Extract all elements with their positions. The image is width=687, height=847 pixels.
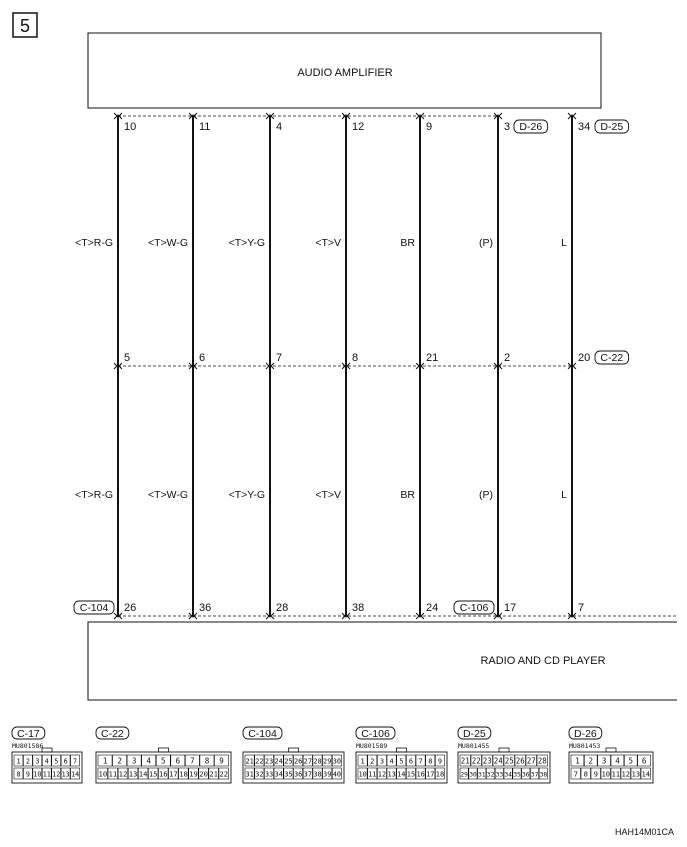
connector-pin: 7: [573, 769, 578, 779]
wire-color-upper: BR: [400, 237, 415, 249]
connector-pin: 22: [471, 756, 481, 766]
wire-color-upper: L: [561, 237, 567, 249]
connector-pin: 12: [377, 770, 387, 779]
connector-pin: 14: [641, 769, 651, 779]
connector-pin: 22: [219, 769, 229, 779]
top-pin-number: 34: [578, 121, 591, 133]
wire-color-upper: <T>V: [315, 237, 341, 249]
connector-pin: 11: [42, 770, 51, 779]
connector-pin: 30: [332, 757, 342, 766]
connector-pin: 27: [526, 756, 536, 766]
connector-pin: 29: [460, 771, 469, 779]
connector-pin: 31: [245, 770, 254, 779]
connector-pin: 11: [368, 770, 377, 779]
connector-pin: 14: [71, 770, 80, 779]
connector-pin: 39: [323, 770, 332, 779]
connector-pin: 16: [416, 770, 425, 779]
connector-pin: 4: [389, 757, 394, 766]
connector-pin: 23: [482, 756, 492, 766]
connector-pin: 9: [593, 769, 598, 779]
connector-pin: 26: [293, 757, 303, 766]
connector-pin: 1: [16, 757, 21, 766]
connector-pin: 4: [146, 756, 152, 766]
top-pin-number: 12: [352, 121, 365, 133]
connector-part-number: MU801453: [569, 742, 601, 750]
connector-id: C-22: [101, 728, 124, 740]
connector-pin: 40: [332, 770, 342, 779]
audio-amplifier-box: [88, 33, 601, 108]
connector-pinout: [243, 727, 344, 783]
connector-pinout: [12, 727, 82, 783]
bottom-pin-number: 38: [352, 602, 365, 614]
connector-pin: 23: [264, 757, 274, 766]
top-pin-number: 3: [504, 121, 511, 133]
connector-pin: 28: [313, 757, 322, 766]
connector-pin: 28: [537, 756, 547, 766]
connector-pin: 34: [274, 770, 283, 779]
connector-pin: 26: [515, 756, 525, 766]
connector-pin: 30: [469, 771, 477, 779]
connector-pin: 20: [199, 769, 208, 779]
connector-pin: 37: [530, 771, 539, 779]
connector-pin: 5: [628, 756, 634, 766]
connector-pin: 4: [44, 757, 49, 766]
bottom-connector-tag-text: C-104: [79, 602, 109, 614]
mid-pin-number: 7: [276, 352, 283, 364]
connector-pin: 38: [313, 770, 322, 779]
connector-pin: 24: [274, 757, 283, 766]
connector-pin: 1: [575, 756, 580, 766]
connector-pin: 10: [33, 770, 42, 779]
connector-pin: 34: [504, 771, 513, 779]
connector-pin: 32: [255, 770, 264, 779]
connector-pin: 8: [428, 757, 433, 766]
connector-pinout: [569, 727, 653, 783]
connector-pin: 15: [148, 769, 158, 779]
connector-pin: 35: [513, 771, 521, 779]
connector-pin: 6: [175, 756, 181, 766]
connector-pin: 19: [189, 769, 198, 779]
connector-pin: 31: [477, 771, 486, 779]
connector-pin: 1: [360, 757, 365, 766]
wire-color-lower: L: [561, 489, 567, 501]
connector-pin: 38: [539, 771, 548, 779]
connector-id: D-26: [574, 728, 597, 740]
connector-pin: 8: [16, 770, 21, 779]
connector-pinouts: [12, 727, 653, 783]
connector-pin: 5: [54, 757, 59, 766]
top-pin-number: 4: [276, 121, 283, 133]
mid-pin-number: 2: [504, 352, 511, 364]
wire-color-upper: <T>R-G: [75, 237, 113, 249]
connector-pin: 14: [397, 770, 406, 779]
connector-pin: 7: [418, 757, 423, 766]
wire-color-lower: <T>Y-G: [228, 489, 265, 501]
page-number-box: [13, 13, 37, 37]
connector-pin: 8: [583, 769, 588, 779]
connector-pin: 2: [25, 757, 30, 766]
connector-pin: 21: [460, 756, 470, 766]
connector-pin: 13: [128, 769, 138, 779]
connector-pin: 25: [284, 757, 293, 766]
top-connector-tag: [514, 120, 548, 133]
connector-pin: 12: [52, 770, 61, 779]
wire: [561, 113, 628, 619]
connector-pin: 25: [504, 756, 514, 766]
connector-id: C-17: [17, 728, 40, 740]
top-pin-number: 10: [124, 121, 137, 133]
connector-pin: 2: [117, 756, 122, 766]
wire: [74, 113, 136, 619]
wire-color-lower: (P): [479, 489, 493, 501]
mid-pin-number: 5: [124, 352, 131, 364]
connector-pin: 15: [406, 770, 416, 779]
connector-pin: 5: [161, 756, 166, 766]
connector-dashed-lines: [118, 116, 677, 616]
connector-pin: 33: [495, 771, 504, 779]
bottom-pin-number: 36: [199, 602, 212, 614]
bottom-pin-number: 17: [504, 602, 517, 614]
connector-pin: 3: [601, 756, 607, 766]
wire-color-lower: <T>W-G: [147, 489, 188, 501]
radio-cd-player-label: RADIO AND CD PLAYER: [480, 655, 606, 667]
bottom-pin-number: 7: [578, 602, 585, 614]
bottom-connector-tag-text: C-106: [459, 602, 489, 614]
connector-pin: 37: [303, 770, 313, 779]
connector-pin: 10: [601, 769, 611, 779]
connector-pinout: [458, 727, 550, 783]
connector-part-number: MU801589: [356, 742, 388, 750]
connector-pin: 11: [611, 769, 621, 779]
radio-cd-player-box: [88, 622, 677, 700]
connector-pin: 3: [35, 757, 40, 766]
bottom-connector-tag: [74, 601, 114, 614]
connector-pin: 29: [323, 757, 332, 766]
connector-pin: 10: [98, 769, 108, 779]
top-connector-tag-text: D-25: [600, 121, 624, 133]
connector-pin: 12: [118, 769, 128, 779]
mid-pin-number: 8: [352, 352, 359, 364]
connector-pin: 6: [641, 756, 647, 766]
audio-amplifier-label: AUDIO AMPLIFIER: [297, 67, 393, 79]
top-pin-number: 9: [426, 121, 433, 133]
connector-pin: 12: [621, 769, 631, 779]
connector-pin: 18: [179, 769, 188, 779]
connector-pin: 8: [204, 756, 210, 766]
connector-pin: 16: [158, 769, 168, 779]
connector-pin: 9: [437, 757, 443, 766]
connector-pin: 7: [73, 757, 78, 766]
mid-connector-tag: [595, 351, 629, 364]
mid-connector-tag-text: C-22: [600, 352, 624, 364]
connector-pin: 14: [138, 769, 148, 779]
top-pin-number: 11: [199, 121, 211, 133]
top-connector-tag: [595, 120, 629, 133]
connector-pin: 21: [245, 757, 254, 766]
connector-part-number: MU801455: [458, 742, 490, 750]
connector-pin: 13: [387, 770, 396, 779]
connector-pin: 5: [399, 757, 404, 766]
wire: [400, 113, 438, 619]
connector-pin: 13: [61, 770, 70, 779]
connector-pin: 21: [209, 769, 219, 779]
wire-color-lower: <T>R-G: [75, 489, 113, 501]
mid-pin-number: 6: [199, 352, 206, 364]
connector-pin: 6: [408, 757, 414, 766]
connector-id: C-106: [361, 728, 390, 740]
connector-pin: 6: [63, 757, 68, 766]
connector-pin: 13: [631, 769, 641, 779]
connector-pin: 18: [435, 770, 445, 779]
connector-pin: 17: [426, 770, 435, 779]
connector-pin: 22: [255, 757, 264, 766]
wire-color-lower: <T>V: [315, 489, 341, 501]
bottom-pin-number: 26: [124, 602, 137, 614]
connector-pin: 17: [169, 769, 178, 779]
connector-pin: 33: [264, 770, 274, 779]
connector-pin: 11: [108, 769, 118, 779]
connector-pin: 4: [615, 756, 620, 766]
connector-pinout: [356, 727, 447, 783]
connector-part-number: MU801586: [12, 742, 44, 750]
mid-pin-number: 21: [426, 352, 439, 364]
connector-pin: 36: [521, 771, 530, 779]
connector-pin: 3: [131, 756, 137, 766]
bottom-pin-number: 28: [276, 602, 289, 614]
mid-pin-number: 20: [578, 352, 591, 364]
footer-code: HAH14M01CA: [614, 827, 674, 837]
connector-pin: 36: [293, 770, 303, 779]
wire-color-upper: <T>W-G: [147, 237, 188, 249]
top-connector-tag-text: D-26: [519, 121, 543, 133]
connector-pin: 27: [303, 757, 313, 766]
bottom-pin-number: 24: [426, 602, 439, 614]
wire-color-upper: <T>Y-G: [228, 237, 265, 249]
connector-pin: 1: [102, 756, 108, 766]
connector-id: C-104: [248, 728, 277, 740]
connector-pin: 2: [588, 756, 594, 766]
connector-pin: 9: [25, 770, 30, 779]
connector-pin: 7: [190, 756, 195, 766]
connector-pin: 2: [370, 757, 375, 766]
page-number: 5: [19, 16, 31, 36]
connector-pin: 24: [493, 756, 503, 766]
connector-pinout: [96, 727, 231, 783]
connector-pin: 35: [284, 770, 293, 779]
wire-color-upper: (P): [479, 237, 493, 249]
wire-color-lower: BR: [400, 489, 415, 501]
connector-id: D-25: [463, 728, 486, 740]
connector-pin: 10: [358, 770, 367, 779]
connector-pin: 3: [379, 757, 385, 766]
connector-pin: 9: [219, 756, 224, 766]
bottom-connector-tag: [454, 601, 494, 614]
connector-pin: 32: [486, 771, 495, 779]
